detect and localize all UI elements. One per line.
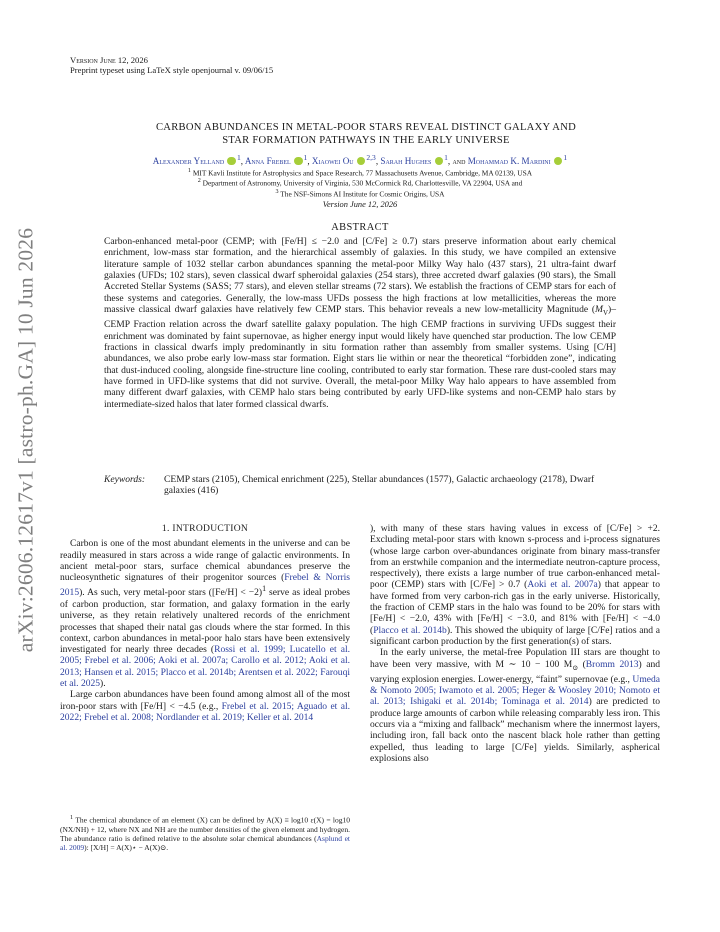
- author-list: Alexander Yelland $^1$, Anna Frebel $^1$, Xiaowei Ou $^{2,3}$, Sarah Hughes $^1$, and Mohammad K. Mardini $^1$: [152, 153, 568, 167]
- keywords: [104, 474, 616, 497]
- left-column: [60, 523, 350, 723]
- affiliation-text: MIT Kavli Institute for Astrophysics and Space Research, 77 Massachusetts Avenue, Cambridge, MA 02139, USA: [192, 168, 533, 178]
- affiliation-line: [70, 188, 650, 198]
- footnote-mark[interactable]: 1: [262, 584, 267, 594]
- citation-link[interactable]: Asplund et al. 2009: [60, 833, 350, 852]
- citation-link[interactable]: Umeda & Nomoto 2005; Iwamoto et al. 2005; Heger & Woosley 2010; Nomoto et al. 2013; Ishigaki et al. 2014b; Tominaga et al. 2014: [370, 673, 660, 708]
- footnote-number: 1: [70, 814, 74, 821]
- author-affiliation: 1: [303, 153, 308, 162]
- paragraph-text: Large carbon abundances have been found among almost all of the most iron-poor stars with [Fe/H] < −4.5 (e.g.,: [60, 689, 350, 712]
- abstract-heading: ABSTRACT: [331, 222, 389, 233]
- author-affiliation: 2,3: [366, 153, 376, 162]
- version-header: Version June 12, 2026: [70, 55, 148, 65]
- orcid-icon[interactable]: [227, 157, 236, 166]
- arxiv-stamp-container: [6, 190, 46, 690]
- abstract-body: [104, 236, 616, 410]
- author-affiliation: 1: [236, 153, 241, 162]
- paper-title: [90, 122, 642, 147]
- paragraph-text: (: [578, 658, 586, 670]
- keywords-label: Keywords:: [104, 474, 146, 485]
- title-line-1: CARBON ABUNDANCES IN METAL-POOR STARS REVEAL DISTINCT GALAXY AND: [155, 122, 577, 133]
- paragraph-text: ).: [100, 678, 106, 690]
- arxiv-stamp: arXiv:2606.12617v1 [astro-ph.GA] 10 Jun 2026: [13, 227, 38, 653]
- paragraph-text: Carbon is one of the most abundant elements in the universe and can be readily measured in stars across a wide range of galactic environments. In ancient metal-poor stars, surface chemical abundances preserve the nucleosynthetic signatures of their progenitor sources (: [60, 538, 350, 584]
- paragraph-text: ) and varying explosion energies. Lower-energy, “faint” supernovae (e.g.,: [370, 658, 660, 685]
- author-name[interactable]: Alexander Yelland: [152, 156, 225, 167]
- author-name[interactable]: Sarah Hughes: [380, 156, 432, 167]
- paragraph: [370, 523, 660, 647]
- title-line-2: STAR FORMATION PATHWAYS IN THE EARLY UNIVERSE: [222, 134, 510, 146]
- footnote: [60, 813, 350, 852]
- paragraph-text: In the early universe, the metal-free Population III stars are thought to have been very massive, with M ∼ 10 − 100 M: [370, 647, 660, 670]
- citation-link[interactable]: Rossi et al. 1999; Lucatello et al. 2005; Frebel et al. 2006; Aoki et al. 2007a; Carollo et al. 2012; Aoki et al. 2013; Hansen et al. 2015; Placco et al. 2014b; Arentsen et al. 2022; Farouqi et al. 2025: [60, 644, 351, 690]
- citation-link[interactable]: Bromm 2013: [585, 658, 639, 670]
- citation-link[interactable]: Frebel et al. 2015; Aguado et al. 2022; Frebel et al. 2008; Nordlander et al. 2019; Keller et al. 2014: [60, 700, 350, 723]
- paragraph-text: ) that appear to have formed from very carbon-rich gas in the early universe. Historically, the fraction of CEMP stars in the halo was found to be 20% for stars with [Fe/H] < −2.0, 43% with [Fe/H] < −3.0, and 81% with [Fe/H] < −4.0 (: [370, 579, 660, 636]
- paragraph-text: serve as ideal probes of carbon production, star formation, and galaxy formation in the early universe, as they retain relatively unaltered records of the enrichment processes that shaped their natal gas clouds where the star formed. In this context, carbon abundances in metal-poor halo stars have been extensively investigated for nearly three decades (: [60, 587, 350, 656]
- footnote-text: ): [X/H] = A(X)⋆ − A(X)⊙.: [84, 842, 169, 852]
- section-heading: 1. INTRODUCTION: [161, 523, 249, 534]
- footnote-text: The chemical abundance of an element (X) can be defined by A(X) ≡ log10 ε(X) = log10 (NX/NH) + 12, where NX and NH are the number densities of the given element and hydrogen. The abundance ratio is defined relative to the absolute solar chemical abundances (: [60, 815, 350, 843]
- author-name[interactable]: Mohammad K. Mardini: [467, 156, 551, 167]
- orcid-icon[interactable]: [357, 157, 366, 166]
- affiliation-line: [70, 167, 650, 177]
- paragraph: [60, 689, 350, 723]
- citation-link[interactable]: Frebel & Norris 2015: [60, 572, 350, 599]
- author-name[interactable]: Xiaowei Ou: [311, 156, 354, 167]
- paragraph: [60, 538, 350, 689]
- abstract-symbol: M: [595, 304, 603, 316]
- orcid-icon[interactable]: [294, 157, 303, 166]
- citation-link[interactable]: Placco et al. 2014b: [373, 624, 447, 636]
- affiliation-text: Department of Astronomy, University of Virginia, 530 McCormick Rd, Charlottesville, VA 22904, USA and: [202, 178, 523, 188]
- affiliation-number: 3: [275, 188, 279, 195]
- abstract-text: Carbon-enhanced metal-poor (CEMP; with [Fe/H] ≤ −2.0 and [C/Fe] ≥ 0.7) stars preserve information about early chemical enrichment, low-mass star formation, and the hierarchical assembly of galaxies. In this study, we have compiled an extensive literature sample of 1032 stellar carbon abundances spanning the metal-poor Milky Way halo (437 stars), 21 ultra-faint dwarf galaxies (UFDs; 102 stars), seven classical dwarf spheroidal galaxies (254 stars), three accreted dwarf galaxies (90 stars), the Small Accreted Stellar Systems (SASS; 77 stars), and eleven stellar streams (72 stars). We establish the fractions of CEMP stars for each of these systems and categories. Generally, the low-mass UFDs possess the high fractions at low metallicities, whereas the more massive classical dwarf galaxies have relatively few CEMP stars. This behavior reveals a new low-metallicity Magnitude (: [104, 236, 616, 316]
- abstract-symbol-sub: V: [602, 308, 609, 317]
- paragraph-text: ) are predicted to produce large amounts of carbon while releasing comparably less iron. This occurs via a “mixing and fallback” mechanism where the innermost layers, including iron, fall back onto the nascent black hole rather than getting expelled, thus leading to large [C/Fe] yields. Similarly, aspherical explosions also: [370, 696, 660, 764]
- affiliation-line: [70, 177, 650, 187]
- abstract-text: )–CEMP Fraction relation across the dwarf satellite galaxy population. The high CEMP fractions in surviving UFDs suggest their enrichment was dominated by faint supernovae, as higher energy input would likely have quenched star production. The low CEMP fractions in classical dwarfs imply predominantly in situ formation rather than assembly from smaller systems. Using [C/H] abundances, we also probe early low-mass star formation. Eight stars lie within or near the theoretical “forbidden zone”, indicating that dust-induced cooling, alongside fine-structure line cooling, contributed to early star formation. These rare dust-cooled stars may have formed in UFD-like systems that did not survive. Overall, the metal-poor Milky Way halo appears to have assembled from many different dwarf galaxies, with CEMP halo stars being contributed by early UFD-like systems and non-CEMP halo stars by intermediate-sized halos that later formed classical dwarfs.: [104, 304, 616, 410]
- author-affiliation: 1: [563, 153, 568, 162]
- author-affiliation: 1: [444, 153, 448, 162]
- keywords-value: CEMP stars (2105), Chemical enrichment (225), Stellar abundances (1577), Galactic archaeology (2178), Dwarf galaxies (416): [164, 474, 595, 497]
- affiliation-text: The NSF-Simons AI Institute for Cosmic Origins, USA: [280, 189, 445, 199]
- right-column: [370, 523, 660, 764]
- author-conjunction: and: [452, 156, 466, 167]
- citation-link[interactable]: Aoki et al. 2007a: [527, 579, 598, 591]
- sun-symbol: ⊙: [572, 663, 579, 672]
- author-name[interactable]: Anna Frebel: [244, 156, 291, 167]
- paragraph-text: ). This showed the ubiquity of large [C/Fe] ratios and a significant carbon production by the first generation(s) of stars.: [370, 624, 660, 647]
- paragraph-text: ), with many of these stars having values in excess of [C/Fe] > +2. Excluding metal-poor stars with known s-process and i-process signatures (whose large carbon over-abundances originate from binary mass-transfer from an erstwhile companion and the intermediate neutron-capture process, respectively), there exists a large number of true carbon-enhanced metal-poor (CEMP) stars with [C/Fe] > 0.7 (: [370, 523, 660, 591]
- orcid-icon[interactable]: [554, 157, 563, 166]
- affiliation-number: 1: [187, 168, 191, 174]
- affiliations: [70, 167, 650, 209]
- orcid-icon[interactable]: [435, 157, 444, 166]
- preprint-line: Preprint typeset using LaTeX style openjournal v. 09/06/15: [70, 65, 274, 75]
- paragraph-text: ). As such, very metal-poor stars ([Fe/H] < −2): [79, 587, 263, 599]
- affiliation-number: 2: [197, 178, 201, 185]
- date-line: Version June 12, 2026: [322, 200, 398, 210]
- paragraph: [370, 647, 660, 764]
